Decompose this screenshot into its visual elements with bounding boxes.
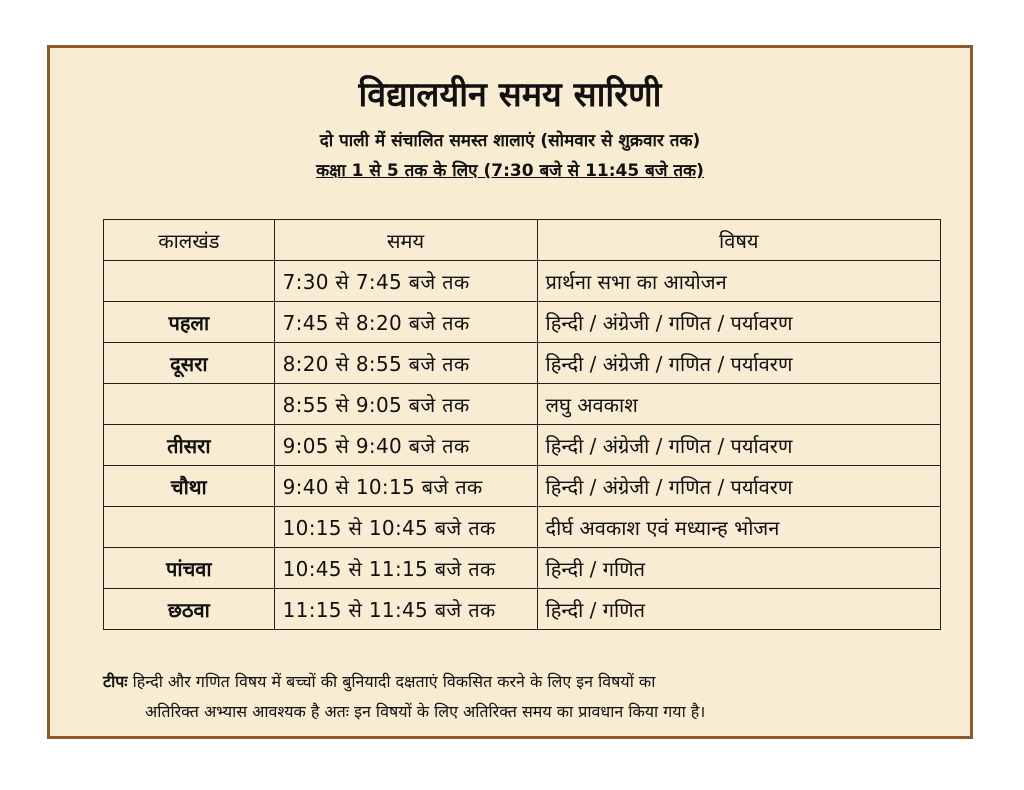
footnote xyxy=(103,667,953,727)
time-cell: 9:40 से 10:15 बजे तक xyxy=(274,466,537,507)
footnote-text-2: अतिरिक्त अभ्यास आवश्यक है अतः इन विषयों के लिए अतिरिक्त समय का प्रावधान किया गया है। xyxy=(145,702,706,721)
period-cell: तीसरा xyxy=(104,425,275,466)
timetable-frame xyxy=(47,45,973,739)
table-header-row xyxy=(104,220,941,261)
period-cell: चौथा xyxy=(104,466,275,507)
table-row xyxy=(104,548,941,589)
period-cell: पांचवा xyxy=(104,548,275,589)
subject-cell: प्रार्थना सभा का आयोजन xyxy=(537,261,940,302)
table-row xyxy=(104,507,941,548)
footnote-line-2 xyxy=(103,697,953,727)
timetable xyxy=(103,219,941,630)
time-cell: 9:05 से 9:40 बजे तक xyxy=(274,425,537,466)
period-cell: दूसरा xyxy=(104,343,275,384)
time-cell: 8:20 से 8:55 बजे तक xyxy=(274,343,537,384)
period-cell: पहला xyxy=(104,302,275,343)
table-row xyxy=(104,343,941,384)
subtitle-classes-text: कक्षा 1 से 5 तक के लिए (7:30 बजे से 11:45 बजे तक) xyxy=(316,161,704,181)
table-row xyxy=(104,425,941,466)
period-cell xyxy=(104,507,275,548)
period-cell xyxy=(104,384,275,425)
subject-cell: दीर्घ अवकाश एवं मध्यान्ह भोजन xyxy=(537,507,940,548)
subtitle-classes xyxy=(50,158,970,181)
table-row xyxy=(104,261,941,302)
subtitle-shifts: दो पाली में संचालित समस्त शालाएं (सोमवार से शुक्रवार तक) xyxy=(319,131,701,151)
table-row xyxy=(104,384,941,425)
table-row xyxy=(104,589,941,630)
subject-cell: हिन्दी / अंग्रेजी / गणित / पर्यावरण xyxy=(537,343,940,384)
footnote-text-1: हिन्दी और गणित विषय में बच्चों की बुनियादी दक्षताएं विकसित करने के लिए इन विषयों का xyxy=(132,672,656,691)
footnote-label: टीपः xyxy=(103,672,128,691)
header-subject: विषय xyxy=(537,220,940,261)
time-cell: 11:15 से 11:45 बजे तक xyxy=(274,589,537,630)
subject-cell: हिन्दी / गणित xyxy=(537,589,940,630)
subject-cell: हिन्दी / अंग्रेजी / गणित / पर्यावरण xyxy=(537,425,940,466)
subject-cell: हिन्दी / अंग्रेजी / गणित / पर्यावरण xyxy=(537,466,940,507)
subject-cell: हिन्दी / अंग्रेजी / गणित / पर्यावरण xyxy=(537,302,940,343)
subject-cell: हिन्दी / गणित xyxy=(537,548,940,589)
header-time: समय xyxy=(274,220,537,261)
time-cell: 10:45 से 11:15 बजे तक xyxy=(274,548,537,589)
time-cell: 8:55 से 9:05 बजे तक xyxy=(274,384,537,425)
footnote-line-1 xyxy=(103,667,953,697)
subject-cell: लघु अवकाश xyxy=(537,384,940,425)
period-cell xyxy=(104,261,275,302)
page-title: विद्यालयीन समय सारिणी xyxy=(358,75,662,115)
table-row xyxy=(104,466,941,507)
period-cell: छठवा xyxy=(104,589,275,630)
time-cell: 10:15 से 10:45 बजे तक xyxy=(274,507,537,548)
table-row xyxy=(104,302,941,343)
time-cell: 7:30 से 7:45 बजे तक xyxy=(274,261,537,302)
header-period: कालखंड xyxy=(104,220,275,261)
time-cell: 7:45 से 8:20 बजे तक xyxy=(274,302,537,343)
